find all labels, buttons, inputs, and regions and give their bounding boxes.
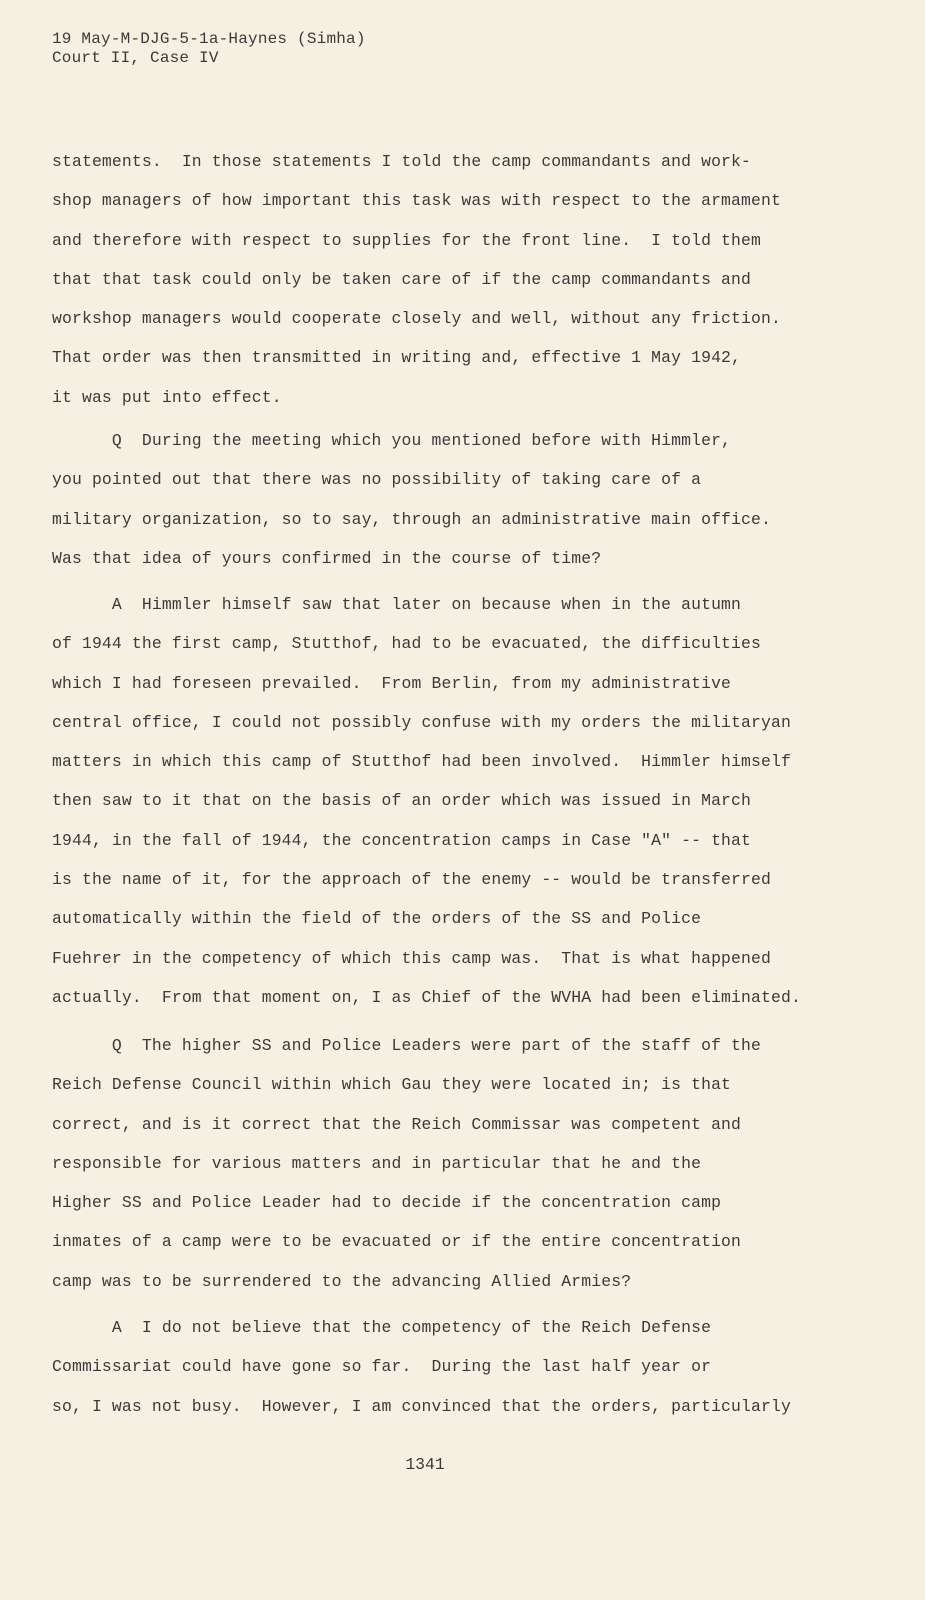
- text-line: That order was then transmitted in writing and, effective 1 May 1942,: [52, 348, 742, 368]
- text-line: so, I was not busy. However, I am convinced that the orders, particularly: [52, 1396, 791, 1416]
- text-line: and therefore with respect to supplies for the front line. I told them: [52, 230, 762, 250]
- text-line: matters in which this camp of Stutthof had been involved. Himmler himself: [52, 752, 791, 772]
- text-line: which I had foreseen prevailed. From Berlin, from my administrative: [52, 673, 732, 693]
- text-line: of 1944 the first camp, Stutthof, had to be evacuated, the difficulties: [52, 634, 762, 654]
- text-line: is the name of it, for the approach of the enemy -- would be transferred: [52, 870, 771, 890]
- text-line: that that task could only be taken care of if the camp commandants and: [52, 269, 752, 289]
- paragraph: [52, 595, 872, 1027]
- text-line: correct, and is it correct that the Reich Commissar was competent and: [52, 1114, 742, 1134]
- text-line: Fuehrer in the competency of which this camp was. That is what happened: [52, 948, 771, 968]
- document-header-court: Court II, Case IV: [52, 49, 219, 67]
- text-line: you pointed out that there was no possibility of taking care of a: [52, 470, 702, 490]
- text-line: Commissariat could have gone so far. During the last half year or: [52, 1357, 712, 1377]
- page-number: 1341: [405, 1455, 445, 1474]
- text-line: Q The higher SS and Police Leaders were part of the staff of the: [52, 1036, 762, 1055]
- paragraph: [52, 152, 872, 427]
- text-line: then saw to it that on the basis of an order which was issued in March: [52, 791, 752, 811]
- text-line: workshop managers would cooperate closely and well, without any friction.: [52, 309, 781, 329]
- text-line: Higher SS and Police Leader had to decide if the concentration camp: [52, 1193, 722, 1213]
- text-line: 1944, in the fall of 1944, the concentration camps in Case "A" -- that: [52, 830, 752, 850]
- text-line: Q During the meeting which you mentioned before with Himmler,: [52, 431, 732, 450]
- text-line: actually. From that moment on, I as Chief of the WVHA had been eliminated.: [52, 987, 801, 1007]
- text-line: inmates of a camp were to be evacuated or if the entire concentration: [52, 1232, 742, 1252]
- text-line: A I do not believe that the competency of the Reich Defense: [52, 1318, 712, 1337]
- text-line: statements. In those statements I told the camp commandants and work-: [52, 152, 752, 171]
- text-line: Was that idea of yours confirmed in the course of time?: [52, 548, 602, 568]
- text-line: central office, I could not possibly confuse with my orders the militaryan: [52, 712, 791, 732]
- document-header-reference: 19 May-M-DJG-5-1a-Haynes (Simha): [52, 30, 366, 48]
- text-line: it was put into effect.: [52, 387, 282, 407]
- paragraph: [52, 1318, 872, 1436]
- text-line: A Himmler himself saw that later on because when in the autumn: [52, 595, 742, 614]
- text-line: responsible for various matters and in particular that he and the: [52, 1153, 702, 1173]
- text-line: military organization, so to say, through an administrative main office.: [52, 509, 771, 529]
- text-line: automatically within the field of the orders of the SS and Police: [52, 909, 702, 929]
- paragraph: [52, 431, 872, 588]
- text-line: camp was to be surrendered to the advancing Allied Armies?: [52, 1271, 632, 1291]
- text-line: shop managers of how important this task was with respect to the armament: [52, 191, 781, 211]
- text-line: Reich Defense Council within which Gau they were located in; is that: [52, 1075, 732, 1095]
- paragraph: [52, 1036, 872, 1311]
